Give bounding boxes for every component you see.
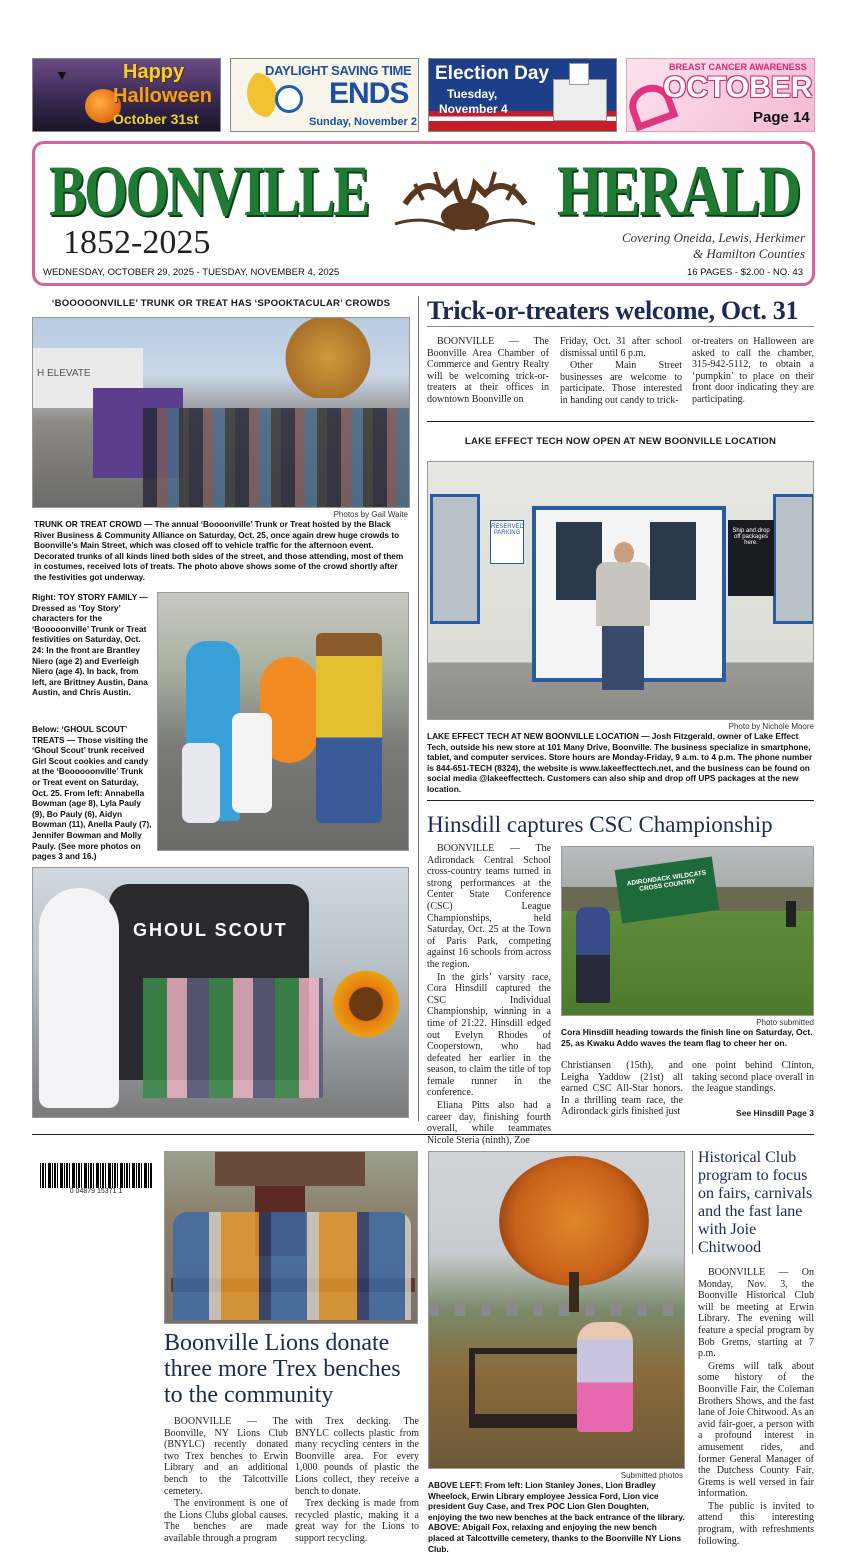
trick-col2a-text: Friday, Oct. 31 after school dismissal until 6 p.m. xyxy=(560,336,682,359)
left-window xyxy=(430,494,480,624)
banner-daylight[interactable] xyxy=(230,58,419,132)
banner-election[interactable] xyxy=(428,58,617,132)
hinsdill-col2-text: Christiansen (15th), and Leigha Yaddow (21st) all earned CSC All-Star honors. In a thrilling team race, the Adirondack girls finished just xyxy=(561,1060,683,1118)
hinsdill-col3-text: one point behind Clinton, taking second place overall in the league standings. xyxy=(692,1060,814,1095)
hinsdill-credit: Photo submitted xyxy=(756,1018,814,1027)
lions-para1: BOONVILLE — The Boonville, NY Lions Club (BNYLC) recently donated two Trex benches to Erwin Library and an additional bench to the Talcottville cemetery. xyxy=(164,1416,288,1497)
sunflower-costume xyxy=(329,964,403,1044)
masthead xyxy=(32,141,815,286)
lions-caption: ABOVE LEFT: From left: Lion Stanley Jones, Lion Bradley Wheelock, Erwin Library employee Jessica Ford, Lion vice president Guy Case, and Trex POC Lion Glen Doughten, enjoying the two new benches at the back entrance of the library. ABOVE: Abigail Fox, relaxing and enjoying the new bench placed at Talcottville cemetery, thanks to the Boonville NY Lions Club. xyxy=(428,1480,685,1554)
lions-credit: Submitted photos xyxy=(620,1471,683,1480)
cemetery-bench-photo xyxy=(428,1151,685,1469)
deer-skull-logo xyxy=(385,164,545,236)
flag-waver-figure xyxy=(576,907,610,1003)
toy-story-photo xyxy=(157,592,409,851)
trick-col1-text: BOONVILLE — The Boonville Area Chamber of Commerce and Gentry Realty will be welcoming trick-or-treaters at their offices in downtown Boonville on xyxy=(427,336,549,405)
column-divider xyxy=(418,296,419,1121)
hinsdill-caption: Cora Hinsdill heading towards the finish line on Saturday, Oct. 25, as Kwaku Addo waves the team flag to cheer her on. xyxy=(561,1027,813,1048)
masthead-title-right: HERALD xyxy=(557,151,800,231)
bat-icon: ▼ xyxy=(55,69,69,84)
lions-col2b: Trex decking is made from recycled plastic, making it a great way for the Lions to support recycling. xyxy=(295,1498,419,1544)
lions-group-shape xyxy=(173,1212,411,1320)
runner-figure xyxy=(786,901,796,927)
team-flag-text: ADIRONDACK WILDCATS CROSS COUNTRY xyxy=(626,869,707,893)
banner-election-line1: Election Day xyxy=(435,63,550,84)
hinsdill-col1 xyxy=(427,843,551,1147)
hinsdill-jump-link[interactable]: See Hinsdill Page 3 xyxy=(736,1108,814,1118)
banner-halloween-line2: Halloween xyxy=(113,85,212,107)
hinsdill-para3: Eliana Pitts also had a career day, finishing fourth overall, while teammates Nicole Steria (ninth), Zoe xyxy=(427,1100,551,1146)
hinsdill-para2: In the girls’ varsity race, Cora Hinsdill captured the CSC Individual Championship, winning in a time of 21:22. Hinsdill edged out Evelyn Rhodes of Cooperstown, who had defeated her earlier in the season, to claim the title of top female runner in the conference. xyxy=(427,971,551,1099)
hinsdill-headline: Hinsdill captures CSC Championship xyxy=(427,812,773,837)
lions-headline: Boonville Lions donate three more Trex benches to the community xyxy=(164,1330,401,1408)
crowd-shape xyxy=(143,408,410,508)
banner-election-line3: November 4 xyxy=(439,102,508,116)
banner-october-line2: OCTOBER xyxy=(663,71,813,104)
lake-top-rule xyxy=(427,421,814,422)
tree-shape xyxy=(283,318,373,398)
lions-col2 xyxy=(295,1416,419,1546)
clock-icon xyxy=(275,85,303,113)
trunk-treat-caption: TRUNK OR TREAT CROWD — The annual ‘Boooonville’ Trunk or Treat hosted by the Black River Business & Community Alliance on Saturday, Oct. 25, once again drew huge crowds to Boonville’s Main Street, which was closed off to vehicle traffic for the afternoon event. Decorated trunks of all kinds lined both sides of the street, and those attending, most of them in costumes, received lots of treats. The photo above shows some of the crowd shortly after the festivities got underway. xyxy=(34,519,404,582)
section-divider xyxy=(32,1134,814,1135)
banner-halloween-line3: October 31st xyxy=(113,111,199,127)
hinsdill-col3 xyxy=(692,1060,814,1096)
man-figure-head xyxy=(614,542,634,564)
banner-october[interactable] xyxy=(626,58,815,132)
historical-body xyxy=(698,1267,814,1548)
trick-col1 xyxy=(427,336,549,407)
ghoul-scout-caption: Below: ‘GHOUL SCOUT’ TREATS — Those visiting the ‘Ghoul Scout’ trunk received Girl Scout cookies and candy at the ‘Boooooonville’ Trunk or Treat event on Saturday, Oct. 25. From left: Annabella Bowman (age 8), Lyla Pauly (9), Bo Pauly (6), Aidyn Bowman (11), Anella Pauly (7), Jennifer Bowman and Molly Pauly. (See more photos on pages 3 and 16.) xyxy=(32,724,152,862)
ghost-inflatable xyxy=(39,888,119,1108)
hinsdill-top-rule xyxy=(427,800,814,801)
historical-para3: The public is invited to attend this interesting program, with refreshments following. xyxy=(698,1500,814,1547)
lake-effect-credit: Photo by Nichole Moore xyxy=(728,722,814,731)
trunk-treat-crowd-photo xyxy=(32,317,410,508)
ghoul-scout-photo xyxy=(32,867,409,1118)
headstones xyxy=(429,1302,685,1316)
jessie-child-figure xyxy=(232,713,272,813)
man-figure-legs xyxy=(602,626,644,690)
lions-col1 xyxy=(164,1416,288,1546)
masthead-years: 1852-2025 xyxy=(63,224,211,261)
trick-col2b-text: Other Main Street businesses are welcome to participate. Those interested in handing out candy to trick- xyxy=(560,360,682,406)
man-figure-body xyxy=(596,562,650,626)
trunk-treat-kicker: ‘BOOOOONVILLE’ TRUNK OR TREAT HAS ‘SPOOKTACULAR’ CROWDS xyxy=(51,298,391,309)
woody-figure xyxy=(316,633,382,823)
banner-halloween[interactable] xyxy=(32,58,221,132)
gazebo-roof xyxy=(215,1152,365,1186)
masthead-coverage: Covering Oneida, Lewis, Herkimer & Hamilton Counties xyxy=(621,230,805,261)
autumn-tree xyxy=(499,1156,649,1286)
toy-story-caption: Right: TOY STORY FAMILY — Dressed as ‘Toy Story’ characters for the ‘Booooonville’ Trunk or Treat festivities on Saturday, Oct. 24: In the front are Brantley Niero (age 2) and Everleigh Niero (age 4). In back, from left, are Brittney Austin, Dana Austin, and Chris Austin. xyxy=(32,592,148,698)
lake-effect-photo xyxy=(427,461,814,720)
trick-col3 xyxy=(692,336,814,407)
banner-halloween-line1: Happy xyxy=(123,61,185,83)
door-right-glass xyxy=(650,522,696,600)
historical-para1: BOONVILLE — On Monday, Nov. 3, the Boonville Historical Club will be meeting at Erwin Library. The evening will feature a special program by Bob Grems, starting at 7 p.m. xyxy=(698,1267,814,1360)
moon-icon xyxy=(237,73,277,121)
banner-daylight-line3: Sunday, November 2 xyxy=(309,116,417,128)
ghoul-scout-sign: GHOUL SCOUT xyxy=(133,920,288,940)
historical-headline: Historical Club program to focus on fairs, carnivals and the fast lane with Joie Chitwood xyxy=(698,1149,813,1256)
trick-col3-text: or-treaters on Halloween are asked to call the chamber, 315-942-5112, to obtain a ‘pumpkin’ to place on their front door indicating they are participating. xyxy=(692,336,814,405)
hinsdill-col2 xyxy=(561,1060,683,1119)
banner-election-line2: Tuesday, xyxy=(447,87,498,101)
trunk-treat-sign: H ELEVATE xyxy=(37,368,91,379)
ups-sign: Ship and drop off packages here. xyxy=(732,528,770,546)
hinsdill-photo xyxy=(561,846,814,1016)
girl-figure xyxy=(577,1322,633,1432)
barcode-number: 0 04879 15371 1 xyxy=(32,1188,160,1195)
banner-daylight-line2: ENDS xyxy=(329,77,409,110)
historical-para2: Grems will talk about some history of the Boonville Fair, the Coleman Brothers Shows, and the fast lane of Joie Chitwood. As an avid fair-goer, a person with a profound interest in amusement rides, and former General Manager of the Dutchess County Fair, Grems is well versed in fair information. xyxy=(698,1360,814,1500)
lake-effect-caption: LAKE EFFECT TECH AT NEW BOONVILLE LOCATION — Josh Fitzgerald, owner of Lake Effect Tech, outside his new store at 101 Many Drive, Boonville. The business specialize in smartphone, tablet, and computer services. Store hours are Monday-Friday, 9 a.m. to 4 p.m. The phone number is 844-651-TECH (8324), the website is www.lakeeffecttech.net, and the business can be found on social media @lakeeffecttech. Customers can also ship and drop off UPS packages at the new location. xyxy=(427,731,813,794)
trick-col2 xyxy=(560,336,682,408)
right-window xyxy=(773,494,814,624)
historical-divider xyxy=(692,1151,693,1254)
ballot-icon xyxy=(569,63,589,85)
banner-daylight-line1: DAYLIGHT SAVING TIME xyxy=(265,63,412,78)
ballot-box-icon xyxy=(553,79,607,121)
trick-headline: Trick-or-treaters welcome, Oct. 31 xyxy=(427,296,799,325)
masthead-dates: WEDNESDAY, OCTOBER 29, 2025 - TUESDAY, NOVEMBER 4, 2025 xyxy=(43,267,340,278)
girl-scouts-shape xyxy=(143,978,323,1098)
masthead-edition: 16 PAGES - $2.00 - NO. 43 xyxy=(687,267,803,278)
buzz-child-figure xyxy=(182,743,220,823)
lions-photo xyxy=(164,1151,418,1324)
trick-rule xyxy=(427,326,814,327)
banner-october-line3: Page 14 xyxy=(753,109,810,126)
trunk-treat-credit: Photos by Gail Waite xyxy=(333,510,408,519)
hinsdill-para1: BOONVILLE — The Adirondack Central School cross-country teams turned in strong performances at the Center State Conference (CSC) League Championships, held Saturday, Oct. 25 at the Town of Paris Park, competing against 16 schools from across the region. xyxy=(427,843,551,970)
lions-col2a: with Trex decking. The BNYLC collects plastic from many recycling centers in the Boonville area. For every 1,000 pounds of plastic the Lions collect, they receive a bench to donate. xyxy=(295,1416,419,1497)
masthead-title-left: BOONVILLE xyxy=(49,151,369,231)
banner-october-line1: BREAST CANCER AWARENESS xyxy=(669,62,807,72)
lake-effect-kicker: LAKE EFFECT TECH NOW OPEN AT NEW BOONVILLE LOCATION xyxy=(464,436,777,447)
reserved-parking-sign: RESERVED PARKING xyxy=(490,520,524,564)
lions-para2: The environment is one of the Lions Clubs global causes. The benches are made available through a program xyxy=(164,1498,288,1544)
